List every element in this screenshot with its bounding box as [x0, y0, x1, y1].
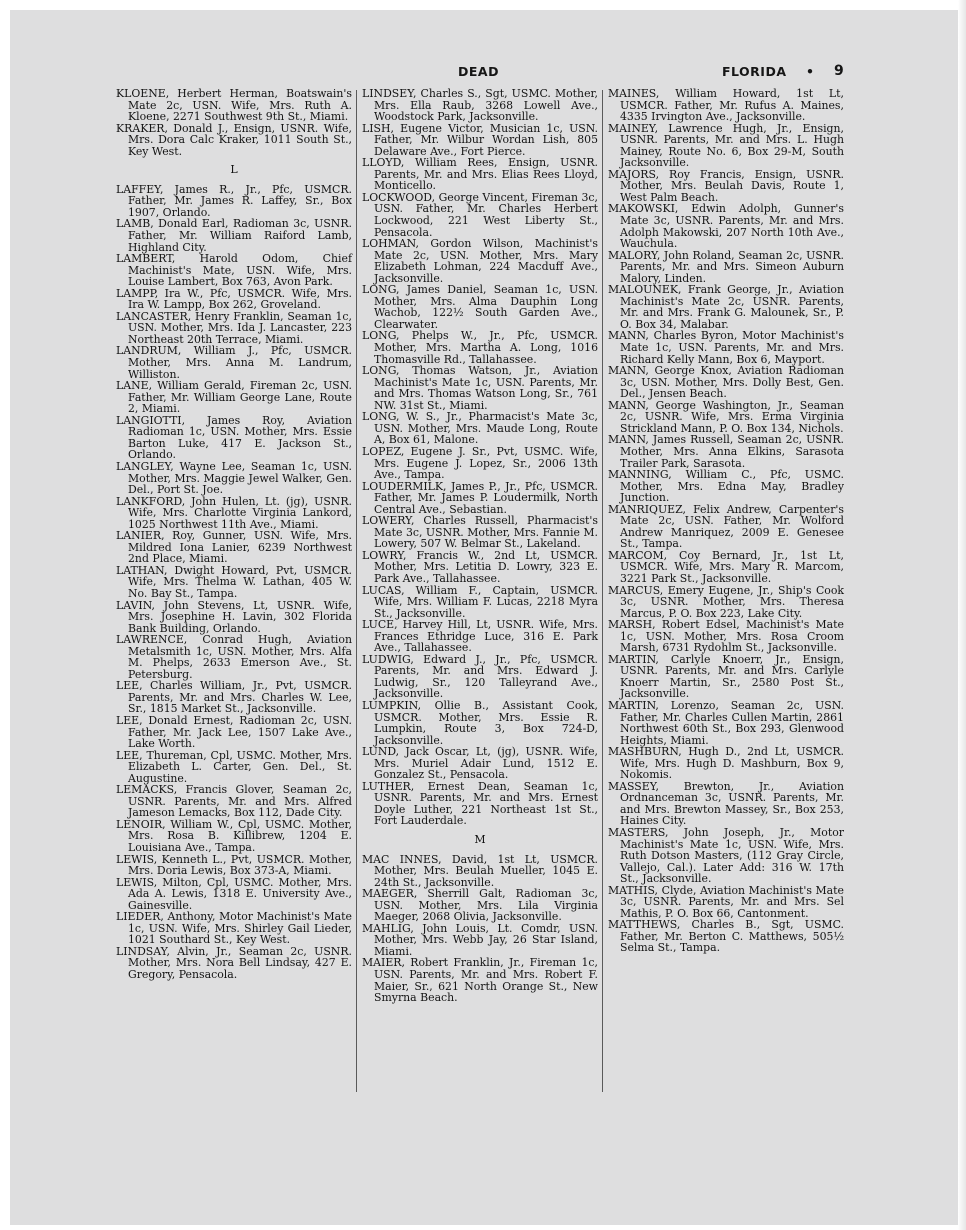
casualty-entry: MARTIN, Carlyle Knoerr, Jr., Ensign, USNR. Parents, Mr. and Mrs. Carlyle Knoerr Martin, Sr., 2580 Post St., Jacksonville. — [608, 652, 844, 701]
casualty-entry: LEE, Thureman, Cpl, USMC. Mother, Mrs. Elizabeth L. Carter, Gen. Del., St. Augustine. — [116, 748, 352, 785]
casualty-entry: LOCKWOOD, George Vincent, Fireman 3c, USN. Father, Mr. Charles Herbert Lockwood, 221 West Liberty St., Pensacola. — [362, 190, 598, 239]
casualty-entry: LONG, James Daniel, Seaman 1c, USN. Mother, Mrs. Alma Dauphin Long Wachob, 122½ South Garden Ave., Clearwater. — [362, 283, 598, 331]
casualty-entry: MATTHEWS, Charles B., Sgt, USMC. Father, Mr. Berton C. Matthews, 505½ Selma St., Tampa. — [608, 918, 844, 955]
casualty-entry: MATHIS, Clyde, Aviation Machinist's Mate 3c, USNR. Parents, Mr. and Mrs. Sel Mathis, P. O. Box 66, Cantonment. — [608, 883, 844, 920]
casualty-entry: LOPEZ, Eugene J. Sr., Pvt, USMC. Wife, Mrs. Eugene J. Lopez, Sr., 2006 13th Ave., Tampa. — [362, 444, 598, 482]
casualty-entry: MAHLIG, John Louis, Lt. Comdr, USN. Mother, Mrs. Webb Jay, 26 Star Island, Miami. — [362, 921, 598, 958]
casualty-entry: MAIER, Robert Franklin, Jr., Fireman 1c, USN. Parents, Mr. and Mrs. Robert F. Maier, Sr., 621 North Orange St., New Smyrna Beach. — [362, 956, 598, 1005]
casualty-entry: MAINES, William Howard, 1st Lt, USMCR. Father, Mr. Rufus A. Maines, 4335 Irvington Ave., Jacksonville. — [608, 87, 844, 124]
column-1 — [116, 88, 352, 981]
section-letter: M — [474, 833, 486, 846]
casualty-entry: LEWIS, Kenneth L., Pvt, USMCR. Mother, Mrs. Doria Lewis, Box 373-A, Miami. — [116, 852, 352, 878]
casualty-entry: LINDSAY, Alvin, Jr., Seaman 2c, USNR. Mother, Mrs. Nora Bell Lindsay, 427 E. Gregory, Pensacola. — [116, 944, 352, 982]
casualty-entry: LAWRENCE, Conrad Hugh, Aviation Metalsmith 1c, USN. Mother, Mrs. Alfa M. Phelps, 2633 Emerson Ave., St. Petersburg. — [116, 633, 352, 681]
casualty-entry: LANDRUM, William J., Pfc, USMCR. Mother, Mrs. Anna M. Landrum, Williston. — [116, 344, 352, 381]
casualty-entry: MANN, George Washington, Jr., Seaman 2c, USNR. Wife, Mrs. Erma Virginia Strickland Mann, P. O. Box 134, Nichols. — [608, 398, 844, 435]
casualty-entry: MARCOM, Coy Bernard, Jr., 1st Lt, USMCR. Wife, Mrs. Mary R. Marcom, 3221 Park St., Jacksonville. — [608, 548, 844, 585]
casualty-entry: LANE, William Gerald, Fireman 2c, USN. Father, Mr. William George Lane, Route 2, Miami. — [116, 379, 352, 416]
casualty-entry: LEMACKS, Francis Glover, Seaman 2c, USNR. Parents, Mr. and Mrs. Alfred Jameson Lemacks, Box 112, Dade City. — [116, 783, 352, 820]
casualty-entry: MANN, James Russell, Seaman 2c, USNR. Mother, Mrs. Anna Elkins, Sarasota Trailer Park, Sarasota. — [608, 433, 844, 470]
casualty-entry: MANN, Charles Byron, Motor Machinist's Mate 1c, USN. Parents, Mr. and Mrs. Richard Kelly Mann, Box 6, Mayport. — [608, 329, 844, 366]
casualty-entry: LAFFEY, James R., Jr., Pfc, USMCR. Father, Mr. James R. Laffey, Sr., Box 1907, Orlando. — [116, 182, 352, 219]
casualty-entry: MANNING, William C., Pfc, USMC. Mother, Mrs. Edna May, Bradley Junction. — [608, 468, 844, 505]
casualty-entry: LEE, Charles William, Jr., Pvt, USMCR. Parents, Mr. and Mrs. Charles W. Lee, Sr., 1815 Market St., Jacksonville. — [116, 679, 352, 716]
casualty-entry: MAJORS, Roy Francis, Ensign, USNR. Mother, Mrs. Beulah Davis, Route 1, West Palm Beach. — [608, 167, 844, 204]
column-3 — [608, 88, 844, 954]
page-number: 9 — [834, 63, 844, 79]
casualty-entry: MASHBURN, Hugh D., 2nd Lt, USMCR. Wife, Mrs. Hugh D. Mashburn, Box 9, Nokomis. — [608, 745, 844, 782]
casualty-entry: LANCASTER, Henry Franklin, Seaman 1c, USN. Mother, Mrs. Ida J. Lancaster, 223 Northeast 20th Terrace, Miami. — [116, 309, 352, 346]
casualty-entry: LUDWIG, Edward J., Jr., Pfc, USMCR. Parents, Mr. and Mrs. Edward J. Ludwig, Sr., 120 Talleyrand Ave., Jacksonville. — [362, 652, 598, 701]
casualty-entry: LINDSEY, Charles S., Sgt, USMC. Mother, Mrs. Ella Raub, 3268 Lowell Ave., Woodstock Park, Jacksonville. — [362, 87, 598, 124]
column-2 — [362, 88, 598, 1004]
casualty-entry: LOUDERMILK, James P., Jr., Pfc, USMCR. Father, Mr. James P. Loudermilk, North Central Ave., Sebastian. — [362, 479, 598, 516]
state-name: FLORIDA — [722, 64, 787, 79]
casualty-entry: MALORY, John Roland, Seaman 2c, USNR. Parents, Mr. and Mrs. Simeon Auburn Malory, Linden. — [608, 248, 844, 285]
casualty-entry: LOHMAN, Gordon Wilson, Machinist's Mate 2c, USN. Mother, Mrs. Mary Elizabeth Lohman, 224 Macduff Ave., Jacksonville. — [362, 237, 598, 285]
casualty-entry: KLOENE, Herbert Herman, Boatswain's Mate 2c, USN. Wife, Mrs. Ruth A. Kloene, 2271 Southwest 9th St., Miami. — [116, 87, 352, 124]
casualty-entry: LEWIS, Milton, Cpl, USMC. Mother, Mrs. Ada A. Lewis, 1318 E. University Ave., Gainesville. — [116, 875, 352, 912]
casualty-entry: LANGIOTTI, James Roy, Aviation Radioman 1c, USN. Mother, Mrs. Essie Barton Luke, 417 E. Jackson St., Orlando. — [116, 413, 352, 462]
casualty-entry: LONG, W. S., Jr., Pharmacist's Mate 3c, USN. Mother, Mrs. Maude Long, Route A, Box 61, Malone. — [362, 410, 598, 447]
casualty-entry: LAMB, Donald Earl, Radioman 3c, USNR. Father, Mr. William Raiford Lamb, Highland City. — [116, 217, 352, 254]
casualty-entry: LIEDER, Anthony, Motor Machinist's Mate 1c, USN. Wife, Mrs. Shirley Gail Lieder, 1021 Southard St., Key West. — [116, 910, 352, 947]
casualty-entry: KRAKER, Donald J., Ensign, USNR. Wife, Mrs. Dora Calc Kraker, 1011 South St., Key West. — [116, 121, 352, 158]
casualty-entry: LAMBERT, Harold Odom, Chief Machinist's Mate, USN. Wife, Mrs. Louise Lambert, Box 763, Avon Park. — [116, 252, 352, 289]
casualty-entry: LLOYD, William Rees, Ensign, USNR. Parents, Mr. and Mrs. Elias Rees Lloyd, Monticello. — [362, 156, 598, 193]
casualty-entry: MARCUS, Emery Eugene, Jr., Ship's Cook 3c, USNR. Mother, Mrs. Theresa Marcus, P. O. Box 223, Lake City. — [608, 583, 844, 620]
casualty-entry: LATHAN, Dwight Howard, Pvt, USMCR. Wife, Mrs. Thelma W. Lathan, 405 W. No. Bay St., Tampa. — [116, 563, 352, 600]
casualty-entry: MANN, George Knox, Aviation Radioman 3c, USN. Mother, Mrs. Dolly Best, Gen. Del., Jensen Beach. — [608, 364, 844, 401]
casualty-entry: MAC INNES, David, 1st Lt, USMCR. Mother, Mrs. Beulah Mueller, 1045 E. 24th St., Jacksonville. — [362, 852, 598, 889]
casualty-entry: LUCE, Harvey Hill, Lt, USNR. Wife, Mrs. Frances Ethridge Luce, 316 E. Park Ave., Tallahassee. — [362, 618, 598, 655]
casualty-entry: LUND, Jack Oscar, Lt, (jg), USNR. Wife, Mrs. Muriel Adair Lund, 1512 E. Gonzalez St., Pensacola. — [362, 745, 598, 782]
casualty-entry: LAVIN, John Stevens, Lt, USNR. Wife, Mrs. Josephine H. Lavin, 302 Florida Bank Building, Orlando. — [116, 598, 352, 635]
casualty-entry: MARSH, Robert Edsel, Machinist's Mate 1c, USN. Mother, Mrs. Rosa Croom Marsh, 6731 Rydohlm St., Jacksonville. — [608, 618, 844, 655]
column-rule-left — [356, 90, 357, 1092]
running-header — [0, 64, 966, 82]
casualty-entry: LOWRY, Francis W., 2nd Lt, USMCR. Mother, Mrs. Letitia D. Lowry, 323 E. Park Ave., Tallahassee. — [362, 548, 598, 585]
casualty-entry: LUCAS, William F., Captain, USMCR. Wife, Mrs. William F. Lucas, 2218 Myra St., Jacksonville. — [362, 583, 598, 620]
casualty-entry: MAKOWSKI, Edwin Adolph, Gunner's Mate 3c, USNR. Parents, Mr. and Mrs. Adolph Makowski, 207 North 10th Ave., Wauchula. — [608, 202, 844, 251]
casualty-entry: MARTIN, Lorenzo, Seaman 2c, USN. Father, Mr. Charles Cullen Martin, 2861 Northwest 60th St., Box 293, Glenwood Heights, Miami. — [608, 698, 844, 747]
casualty-entry: LANIER, Roy, Gunner, USN. Wife, Mrs. Mildred Iona Lanier, 6239 Northwest 2nd Place, Miami. — [116, 529, 352, 566]
section-title: DEAD — [458, 64, 499, 79]
section-letter: L — [230, 163, 238, 177]
casualty-entry: MANRIQUEZ, Felix Andrew, Carpenter's Mate 2c, USN. Father, Mr. Wolford Andrew Manriquez, 2009 E. Genesee St., Tampa. — [608, 502, 844, 551]
casualty-entry: LEE, Donald Ernest, Radioman 2c, USN. Father, Mr. Jack Lee, 1507 Lake Ave., Lake Worth. — [116, 713, 352, 751]
page-edge-shadow — [958, 0, 966, 1230]
casualty-entry: LUTHER, Ernest Dean, Seaman 1c, USNR. Parents, Mr. and Mrs. Ernest Doyle Luther, 221 Northeast 1st St., Fort Lauderdale. — [362, 779, 598, 828]
column-rule-right — [602, 90, 603, 1092]
casualty-entry: MASSEY, Brewton, Jr., Aviation Ordnanceman 3c, USNR. Parents, Mr. and Mrs. Brewton Massey, Sr., Box 253, Haines City. — [608, 779, 844, 828]
casualty-entry: MASTERS, John Joseph, Jr., Motor Machinist's Mate 1c, USN. Wife, Mrs. Ruth Dotson Masters, (112 Gray Circle, Vallejo, Cal.). Later Add: 316 W. 17th St., Jacksonville. — [608, 826, 844, 886]
casualty-entry: MAINEY, Lawrence Hugh, Jr., Ensign, USNR. Parents, Mr. and Mrs. L. Hugh Mainey, Route No. 6, Box 29-M, South Jacksonville. — [608, 121, 844, 170]
casualty-entry: LONG, Thomas Watson, Jr., Aviation Machinist's Mate 1c, USN. Parents, Mr. and Mrs. Thomas Watson Long, Sr., 761 NW. 31st St., Miami. — [362, 364, 598, 412]
casualty-entry: LONG, Phelps W., Jr., Pfc, USMCR. Mother, Mrs. Martha A. Long, 1016 Thomasville Rd., Tallahassee. — [362, 329, 598, 366]
casualty-entry: LAMPP, Ira W., Pfc, USMCR. Wife, Mrs. Ira W. Lampp, Box 262, Groveland. — [116, 286, 352, 312]
casualty-entry: LUMPKIN, Ollie B., Assistant Cook, USMCR. Mother, Mrs. Essie R. Lumpkin, Route 3, Box 724-D, Jacksonville. — [362, 698, 598, 747]
casualty-entry: LENOIR, William W., Cpl, USMC. Mother, Mrs. Rosa B. Killibrew, 1204 E. Louisiana Ave., Tampa. — [116, 817, 352, 854]
casualty-entry: LANKFORD, John Hulen, Lt. (jg), USNR. Wife, Mrs. Charlotte Virginia Lankord, 1025 Northwest 11th Ave., Miami. — [116, 494, 352, 531]
header-bullet: • — [806, 64, 814, 79]
casualty-entry: MALOUNEK, Frank George, Jr., Aviation Machinist's Mate 2c, USNR. Parents, Mr. and Mrs. Frank G. Malounek, Sr., P. O. Box 34, Malabar. — [608, 283, 844, 331]
casualty-entry: MAEGER, Sherrill Galt, Radioman 3c, USN. Mother, Mrs. Lila Virginia Maeger, 2068 Olivia, Jacksonville. — [362, 887, 598, 924]
casualty-entry: LISH, Eugene Victor, Musician 1c, USN. Father, Mr. Wilbur Wordan Lish, 805 Delaware Ave., Fort Pierce. — [362, 121, 598, 158]
casualty-entry: LOWERY, Charles Russell, Pharmacist's Mate 3c, USNR. Mother, Mrs. Fannie M. Lowery, 507 W. Belmar St., Lakeland. — [362, 514, 598, 551]
casualty-entry: LANGLEY, Wayne Lee, Seaman 1c, USN. Mother, Mrs. Maggie Jewel Walker, Gen. Del., Port St. Joe. — [116, 459, 352, 497]
